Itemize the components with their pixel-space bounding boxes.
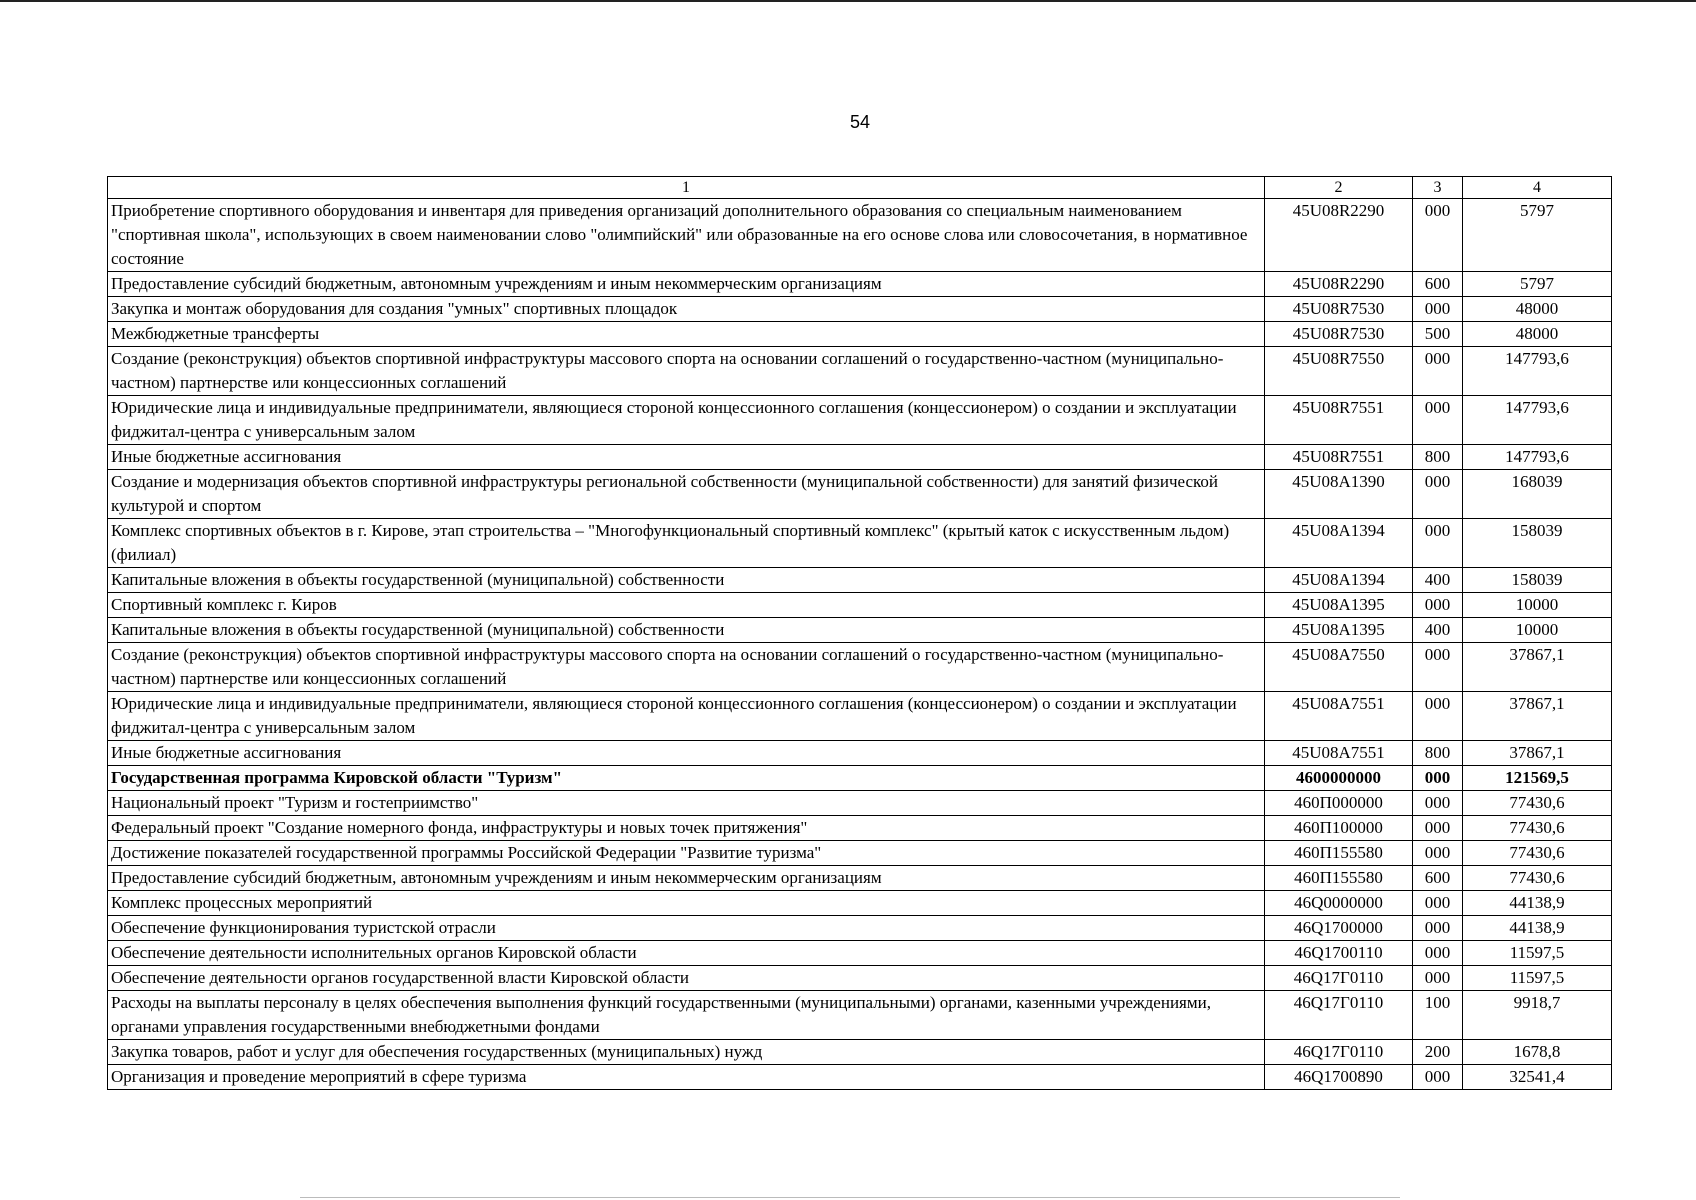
row-amount: 44138,9 bbox=[1463, 891, 1612, 916]
row-amount: 77430,6 bbox=[1463, 841, 1612, 866]
table-row bbox=[108, 941, 1612, 966]
row-amount: 77430,6 bbox=[1463, 866, 1612, 891]
row-name: Капитальные вложения в объекты государственной (муниципальной) собственности bbox=[108, 618, 1265, 643]
header-row bbox=[108, 177, 1612, 199]
row-expense-type: 000 bbox=[1413, 297, 1463, 322]
row-code: 460П155580 bbox=[1265, 841, 1413, 866]
row-amount: 158039 bbox=[1463, 568, 1612, 593]
row-code: 46Q1700110 bbox=[1265, 941, 1413, 966]
row-expense-type: 000 bbox=[1413, 791, 1463, 816]
row-amount: 5797 bbox=[1463, 272, 1612, 297]
table-row bbox=[108, 396, 1612, 445]
table-row bbox=[108, 791, 1612, 816]
row-code: 45U08R2290 bbox=[1265, 199, 1413, 272]
row-name: Приобретение спортивного оборудования и инвентаря для приведения организаций дополнительного образования со специальным наименованием "спортивная школа", использующих в своем наименовании слово "олимпийский" или образованные на его основе слова или словосочетания, в нормативное состояние bbox=[108, 199, 1265, 272]
row-name: Обеспечение деятельности исполнительных органов Кировской области bbox=[108, 941, 1265, 966]
row-amount: 11597,5 bbox=[1463, 941, 1612, 966]
row-code: 460П100000 bbox=[1265, 816, 1413, 841]
row-expense-type: 000 bbox=[1413, 470, 1463, 519]
table-row bbox=[108, 841, 1612, 866]
table-row bbox=[108, 568, 1612, 593]
row-code: 45U08R7530 bbox=[1265, 297, 1413, 322]
row-expense-type: 600 bbox=[1413, 272, 1463, 297]
table-row bbox=[108, 470, 1612, 519]
row-name: Достижение показателей государственной программы Российской Федерации "Развитие туризма" bbox=[108, 841, 1265, 866]
row-expense-type: 000 bbox=[1413, 593, 1463, 618]
row-expense-type: 000 bbox=[1413, 816, 1463, 841]
table-row bbox=[108, 643, 1612, 692]
row-amount: 77430,6 bbox=[1463, 816, 1612, 841]
row-code: 46Q17Г0110 bbox=[1265, 1040, 1413, 1065]
row-code: 46Q1700890 bbox=[1265, 1065, 1413, 1090]
row-expense-type: 000 bbox=[1413, 916, 1463, 941]
row-expense-type: 800 bbox=[1413, 445, 1463, 470]
scan-top-edge bbox=[0, 0, 1696, 2]
row-name: Предоставление субсидий бюджетным, автономным учреждениям и иным некоммерческим организациям bbox=[108, 866, 1265, 891]
row-name: Иные бюджетные ассигнования bbox=[108, 741, 1265, 766]
table-row bbox=[108, 297, 1612, 322]
row-expense-type: 000 bbox=[1413, 891, 1463, 916]
row-name: Иные бюджетные ассигнования bbox=[108, 445, 1265, 470]
row-amount: 10000 bbox=[1463, 618, 1612, 643]
table-row bbox=[108, 766, 1612, 791]
row-name: Федеральный проект "Создание номерного фонда, инфраструктуры и новых точек притяжения" bbox=[108, 816, 1265, 841]
row-expense-type: 000 bbox=[1413, 941, 1463, 966]
row-code: 45U08R7530 bbox=[1265, 322, 1413, 347]
row-expense-type: 000 bbox=[1413, 396, 1463, 445]
table-row bbox=[108, 741, 1612, 766]
row-expense-type: 000 bbox=[1413, 519, 1463, 568]
row-name: Государственная программа Кировской области "Туризм" bbox=[108, 766, 1265, 791]
row-name: Обеспечение деятельности органов государственной власти Кировской области bbox=[108, 966, 1265, 991]
row-expense-type: 100 bbox=[1413, 991, 1463, 1040]
budget-table bbox=[107, 176, 1612, 1090]
table-row bbox=[108, 272, 1612, 297]
row-code: 45U08R7551 bbox=[1265, 396, 1413, 445]
row-expense-type: 000 bbox=[1413, 966, 1463, 991]
row-expense-type: 000 bbox=[1413, 841, 1463, 866]
row-amount: 147793,6 bbox=[1463, 347, 1612, 396]
row-amount: 11597,5 bbox=[1463, 966, 1612, 991]
page-number: 54 bbox=[849, 112, 871, 132]
row-amount: 32541,4 bbox=[1463, 1065, 1612, 1090]
row-code: 45U08A1394 bbox=[1265, 568, 1413, 593]
row-expense-type: 200 bbox=[1413, 1040, 1463, 1065]
row-amount: 37867,1 bbox=[1463, 741, 1612, 766]
scan-bottom-edge bbox=[300, 1197, 1400, 1198]
row-name: Расходы на выплаты персоналу в целях обеспечения выполнения функций государственными (муниципальными) органами, казенными учреждениями, органами управления государственными внебюджетными фондами bbox=[108, 991, 1265, 1040]
row-name: Комплекс процессных мероприятий bbox=[108, 891, 1265, 916]
table-row bbox=[108, 519, 1612, 568]
table-row bbox=[108, 347, 1612, 396]
row-expense-type: 400 bbox=[1413, 568, 1463, 593]
row-name: Создание и модернизация объектов спортивной инфраструктуры региональной собственности (муниципальной собственности) для занятий физической культурой и спортом bbox=[108, 470, 1265, 519]
table-row bbox=[108, 692, 1612, 741]
row-expense-type: 000 bbox=[1413, 199, 1463, 272]
row-expense-type: 000 bbox=[1413, 766, 1463, 791]
row-name: Закупка и монтаж оборудования для создания "умных" спортивных площадок bbox=[108, 297, 1265, 322]
row-code: 45U08A7551 bbox=[1265, 692, 1413, 741]
row-amount: 147793,6 bbox=[1463, 396, 1612, 445]
row-name: Обеспечение функционирования туристской отрасли bbox=[108, 916, 1265, 941]
row-amount: 77430,6 bbox=[1463, 791, 1612, 816]
header-col-3: 3 bbox=[1413, 177, 1463, 199]
row-amount: 168039 bbox=[1463, 470, 1612, 519]
table-header bbox=[108, 177, 1612, 199]
row-code: 45U08A1395 bbox=[1265, 593, 1413, 618]
row-amount: 48000 bbox=[1463, 297, 1612, 322]
row-expense-type: 000 bbox=[1413, 692, 1463, 741]
row-name: Межбюджетные трансферты bbox=[108, 322, 1265, 347]
row-code: 46Q0000000 bbox=[1265, 891, 1413, 916]
row-code: 4600000000 bbox=[1265, 766, 1413, 791]
row-code: 45U08A7550 bbox=[1265, 643, 1413, 692]
row-amount: 37867,1 bbox=[1463, 692, 1612, 741]
row-name: Юридические лица и индивидуальные предприниматели, являющиеся стороной концессионного соглашения (концессионером) о создании и эксплуатации фиджитал-центра с универсальным залом bbox=[108, 396, 1265, 445]
table-row bbox=[108, 445, 1612, 470]
row-code: 460П000000 bbox=[1265, 791, 1413, 816]
row-name: Создание (реконструкция) объектов спортивной инфраструктуры массового спорта на основании соглашений о государственно-частном (муниципально-частном) партнерстве или концессионных соглашений bbox=[108, 643, 1265, 692]
row-name: Создание (реконструкция) объектов спортивной инфраструктуры массового спорта на основании соглашений о государственно-частном (муниципально-частном) партнерстве или концессионных соглашений bbox=[108, 347, 1265, 396]
row-name: Капитальные вложения в объекты государственной (муниципальной) собственности bbox=[108, 568, 1265, 593]
row-name: Национальный проект "Туризм и гостеприимство" bbox=[108, 791, 1265, 816]
row-code: 45U08A1395 bbox=[1265, 618, 1413, 643]
row-name: Закупка товаров, работ и услуг для обеспечения государственных (муниципальных) нужд bbox=[108, 1040, 1265, 1065]
table-row bbox=[108, 199, 1612, 272]
row-amount: 1678,8 bbox=[1463, 1040, 1612, 1065]
row-code: 460П155580 bbox=[1265, 866, 1413, 891]
row-amount: 158039 bbox=[1463, 519, 1612, 568]
table-row bbox=[108, 1040, 1612, 1065]
table-row bbox=[108, 866, 1612, 891]
header-col-2: 2 bbox=[1265, 177, 1413, 199]
row-code: 45U08A7551 bbox=[1265, 741, 1413, 766]
row-code: 45U08A1390 bbox=[1265, 470, 1413, 519]
row-code: 45U08A1394 bbox=[1265, 519, 1413, 568]
row-amount: 37867,1 bbox=[1463, 643, 1612, 692]
table-row bbox=[108, 1065, 1612, 1090]
row-amount: 5797 bbox=[1463, 199, 1612, 272]
row-code: 45U08R2290 bbox=[1265, 272, 1413, 297]
row-expense-type: 000 bbox=[1413, 643, 1463, 692]
row-expense-type: 500 bbox=[1413, 322, 1463, 347]
row-name: Юридические лица и индивидуальные предприниматели, являющиеся стороной концессионного соглашения (концессионером) о создании и эксплуатации фиджитал-центра с универсальным залом bbox=[108, 692, 1265, 741]
row-expense-type: 800 bbox=[1413, 741, 1463, 766]
row-amount: 147793,6 bbox=[1463, 445, 1612, 470]
row-amount: 121569,5 bbox=[1463, 766, 1612, 791]
table-row bbox=[108, 322, 1612, 347]
row-name: Спортивный комплекс г. Киров bbox=[108, 593, 1265, 618]
row-amount: 48000 bbox=[1463, 322, 1612, 347]
row-amount: 44138,9 bbox=[1463, 916, 1612, 941]
table-row bbox=[108, 891, 1612, 916]
row-expense-type: 000 bbox=[1413, 347, 1463, 396]
table-row bbox=[108, 991, 1612, 1040]
table-row bbox=[108, 966, 1612, 991]
row-name: Предоставление субсидий бюджетным, автономным учреждениям и иным некоммерческим организациям bbox=[108, 272, 1265, 297]
row-code: 46Q1700000 bbox=[1265, 916, 1413, 941]
table-row bbox=[108, 816, 1612, 841]
row-expense-type: 600 bbox=[1413, 866, 1463, 891]
table-body bbox=[108, 199, 1612, 1090]
table-row bbox=[108, 916, 1612, 941]
row-expense-type: 000 bbox=[1413, 1065, 1463, 1090]
row-code: 46Q17Г0110 bbox=[1265, 966, 1413, 991]
row-amount: 10000 bbox=[1463, 593, 1612, 618]
header-col-4: 4 bbox=[1463, 177, 1612, 199]
header-col-1: 1 bbox=[108, 177, 1265, 199]
row-expense-type: 400 bbox=[1413, 618, 1463, 643]
row-code: 46Q17Г0110 bbox=[1265, 991, 1413, 1040]
table-row bbox=[108, 593, 1612, 618]
row-code: 45U08R7550 bbox=[1265, 347, 1413, 396]
row-code: 45U08R7551 bbox=[1265, 445, 1413, 470]
row-name: Организация и проведение мероприятий в сфере туризма bbox=[108, 1065, 1265, 1090]
row-name: Комплекс спортивных объектов в г. Кирове, этап строительства – "Многофункциональный спортивный комплекс" (крытый каток с искусственным льдом) (филиал) bbox=[108, 519, 1265, 568]
row-amount: 9918,7 bbox=[1463, 991, 1612, 1040]
table-row bbox=[108, 618, 1612, 643]
